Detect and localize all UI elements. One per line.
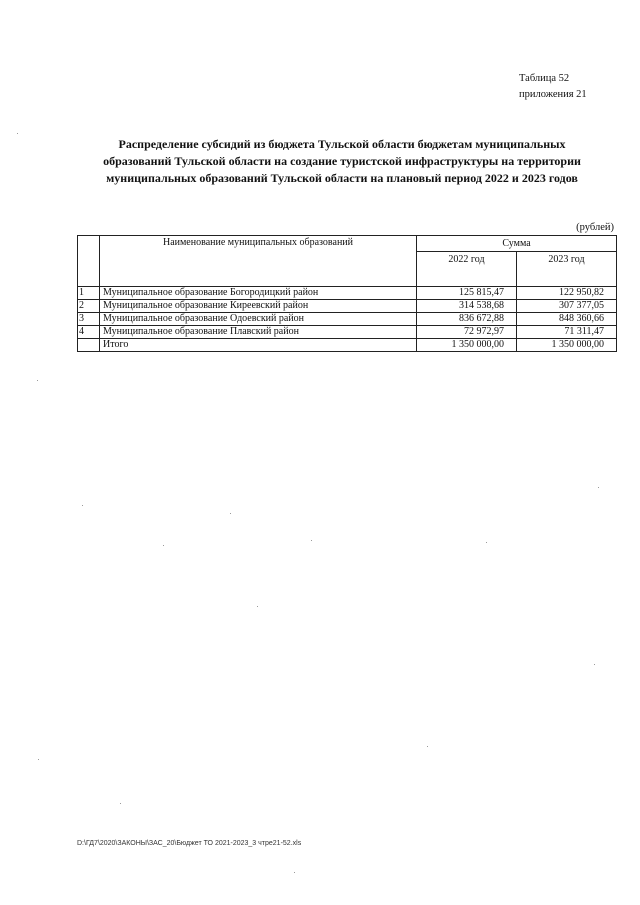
appendix-number-label: приложения 21: [519, 89, 587, 100]
title-line: Распределение субсидий из бюджета Тульской области бюджетам муниципальных: [118, 137, 566, 151]
municipality-name: Муниципальное образование Одоевский район: [100, 313, 417, 326]
appendix-note: [519, 71, 587, 103]
scan-speck: [486, 542, 487, 543]
title-line: муниципальных образований Тульской области на плановый период 2022 и 2023 годов: [106, 171, 578, 185]
row-number: 2: [78, 300, 100, 313]
table-row: [78, 326, 617, 339]
scan-speck: [120, 803, 121, 804]
row-number: 4: [78, 326, 100, 339]
scan-speck: [311, 540, 312, 541]
scan-speck: [598, 487, 599, 488]
document-title: [84, 136, 600, 187]
scan-speck: [294, 872, 295, 873]
unit-label: (рублей): [576, 222, 614, 233]
amount-2022: 125 815,47: [417, 287, 517, 300]
table-row: [78, 300, 617, 313]
municipality-name: Муниципальное образование Богородицкий район: [100, 287, 417, 300]
scan-speck: [163, 545, 164, 546]
amount-2023: 848 360,66: [517, 313, 617, 326]
municipality-name: Муниципальное образование Киреевский район: [100, 300, 417, 313]
total-row-number: [78, 339, 100, 352]
total-row: [78, 339, 617, 352]
scan-speck: [594, 664, 595, 665]
municipality-name: Муниципальное образование Плавский район: [100, 326, 417, 339]
amount-2022: 836 672,88: [417, 313, 517, 326]
subsidy-table: [77, 235, 617, 352]
total-2022: 1 350 000,00: [417, 339, 517, 352]
row-number: 1: [78, 287, 100, 300]
table-row: [78, 287, 617, 300]
amount-2022: 72 972,97: [417, 326, 517, 339]
amount-2023: 71 311,47: [517, 326, 617, 339]
amount-2023: 307 377,05: [517, 300, 617, 313]
year-2022-header: 2022 год: [417, 252, 517, 287]
amount-2022: 314 538,68: [417, 300, 517, 313]
scan-speck: [82, 505, 83, 506]
row-number-header: [78, 236, 100, 287]
row-number: 3: [78, 313, 100, 326]
footer-file-path: D:\ГД7\2020\ЗАКОНЫ\ЗАС_20\Бюджет ТО 2021-2023_3 чтре21-52.xls: [77, 840, 302, 847]
table-number-label: Таблица 52: [519, 73, 570, 84]
year-2023-header: 2023 год: [517, 252, 617, 287]
scan-speck: [257, 606, 258, 607]
municipality-name-header: Наименование муниципальных образований: [100, 236, 417, 287]
table-header-row: [78, 236, 617, 252]
table-row: [78, 313, 617, 326]
title-line: образований Тульской области на создание туристской инфраструктуры на территории: [103, 154, 581, 168]
scan-speck: [38, 759, 39, 760]
scan-speck: [230, 513, 231, 514]
amount-2023: 122 950,82: [517, 287, 617, 300]
sum-header: Сумма: [417, 236, 617, 252]
scan-speck: [427, 746, 428, 747]
total-2023: 1 350 000,00: [517, 339, 617, 352]
scan-speck: [37, 380, 38, 381]
total-label: Итого: [100, 339, 417, 352]
scan-speck: [17, 133, 18, 134]
